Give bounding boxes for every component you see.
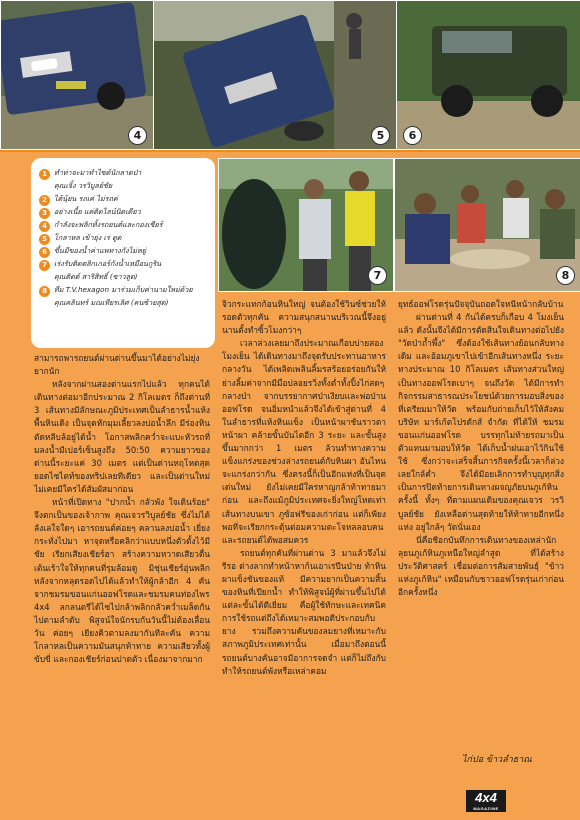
logo-main-text: 4x4	[475, 790, 497, 805]
caption-item	[39, 272, 209, 284]
photo-6-jeep-on-trail	[396, 0, 580, 150]
photo-5-graphic	[154, 1, 396, 149]
article-paragraph: รถยนต์ทุกคันที่ผ่านด่าน 3 มาแล้วจึงไม่รีรอ ต่างลากทำหน้าหาก้นเอาเรปีนป่าย ท้าหินผาแข็งชันของแท้ มีความยากเป็นความสิ้นของหินที่เปียกน้ำ ทำให้พิสูจน์ผู้ที่ผ่านขึ้นไปได้แต่ละขั้นได้ดีเยี่ยม คือผู้ใช้ทักษะและเทคนิคการใช้รถแต่ถึงได้เหมาะสมพอดีประกอบกับยาง รวมถึงความคันของลมยางที่เหมาะกับสภาพภูมิประเทศเท่านั้น เมื่อมาถึงตอนนี้รถยนต์บางคันอาจมีอาการจดจำ แต่ก็ไม่ถึงกับทำให้รถยนต์พังหรือเหล่าคอม	[222, 547, 386, 676]
photo-8-group-eating	[394, 158, 580, 292]
caption-number: 3	[39, 208, 50, 219]
article-column-2	[222, 298, 386, 678]
photo-number: 6	[403, 126, 422, 145]
caption-item	[39, 233, 209, 245]
photo-7-graphic	[219, 159, 393, 291]
caption-number: 6	[39, 247, 50, 258]
photo-number: 8	[556, 266, 575, 285]
article-column-1	[34, 352, 210, 666]
article-paragraph: หน้าที่เปิดทาง "ปากน้ำ กลัวพัง ใจเดินร้อย" จึงตกเป็นของเจ้ากาพ คุณเจวรวิบูลย์ชัย ซึ่งไม่ได้ลังเลใจใดๆ เอารถยนต์ค่อยๆ คลานลงบ่อน้ำ เยี่ยงกระทั่งไปมา หาจุดหรือคลิกว่าแบบหนึ่งตัวตั้งไว้มีชัย เรียกเสียงเชียร์ฮา สร้างความหวาดเสียวตื่นเต้นเร้าใจให้ทุกคนที่รุมล้อมดู มิชุ่นเชียร์อุ่นพลิก หลังจากหลุดรอดไปได้แล้วทำให้ผู้กล้าอีก 4 คันจากชมรมขอนแก่นออฟโรดและชมรมคนท่องไพร 4x4 ลกลนตรีได้ไซไปกล้าพลิกกลัวคว่ำเมล็ดกันไปตามลำดับ พิสูจน์ใจนักรบกันวันนี้ไม่ต้องเลื่อนวัน ค่อยๆ เยียงคิวตามลงมากันทีละคัน ความโกลาหลเป็นความมันสนุกท้าทาย ความเสียวทั้งผู้ขับขี่ และกองเชียร์ก่อนปาดตัว เนื่องมาจากมาก	[34, 497, 210, 665]
caption-list	[31, 158, 215, 348]
article-paragraph: ยุทธ์ออฟโรดรุ่นปัจจุบันถอดใจหนีหน้ากลับบ้าน	[398, 299, 564, 309]
article-column-3	[398, 298, 564, 599]
caption-item	[39, 246, 209, 258]
caption-number: 2	[39, 195, 50, 206]
caption-item	[39, 259, 209, 271]
photo-number: 4	[128, 126, 147, 145]
caption-item	[39, 168, 209, 180]
photo-7-people-tank	[218, 158, 394, 292]
caption-number: 4	[39, 221, 50, 232]
caption-text: ไต้นุ้ยน รถเค่ ไม่รถค่	[54, 194, 118, 203]
photo-6-graphic	[397, 1, 580, 149]
article-paragraph: นี่คือชีอกบันทึกการเดินทางของเหล่านักลุยนภูเก้หินภูเหนือใหญ่ลำสูด ที่ได้สร้างประวัติศาสตร์ เชื่อมต่อการสัมสายพันธุ์ "ข้าวแห่งภูเก้หิน" เหมือนกับชาวออฟโรดรุ่นเก่าก่อน อีกครั้งหนึ่ง	[398, 534, 564, 598]
caption-item	[39, 285, 209, 297]
caption-text: เร่งรับติดตลิกเกอร์กังน้ำเหมือนกูริน	[54, 259, 162, 268]
caption-item	[39, 194, 209, 206]
caption-text: ขึ้นมีของน้ำค่าแพทางกังไม่หยู่	[54, 246, 146, 255]
photo-number: 7	[368, 266, 387, 285]
caption-text: ทำท่าจะมาทำไซด์นักลาดป่า	[54, 168, 142, 177]
caption-text: คุณเจิ้ง วรวิบูลย์ชัย	[54, 181, 113, 190]
caption-text: โกลาหล เข้ายุ่ง เร่ ดูด	[54, 233, 122, 242]
caption-item	[39, 298, 209, 310]
caption-text: คุณคลินทร์ มณเทียรเลิศ (คนซ้ายสุด)	[54, 298, 169, 307]
caption-text: คุณติดต์ สาริสิทธิ์ (ซาวลูด)	[54, 272, 138, 281]
photo-5-jeep-on-rocks	[153, 0, 397, 150]
caption-text: อย่างเนี้ย แค่ติดไลน์นิดเดียว	[54, 207, 141, 216]
photo-4-jeep-in-water	[0, 0, 154, 150]
caption-number: 8	[39, 286, 50, 297]
caption-number: 1	[39, 169, 50, 180]
caption-text: ทีม T.V.hexagon มาร่วมเก็บค่านามใหม่ด้วย	[54, 285, 193, 294]
caption-text: กำลังจะพลิกทั้งรถยนต์และกองเชียร์	[54, 220, 163, 229]
article-paragraph: หลังจากผ่านสองด่านแรกไปแล้ว ทุกคนได้เดินทางต่อมาอีกประมาณ 2 กิโลเมตร ก็ถึงด่านที่ 3 เส้นทางมีลักษณะภูมิประเทศเป็นลำธารน้ำแห้ง พื้นหินเดิง เป็นจุดหักมุมเลี้ยวลงบ่อน้ำลึก มีร่องหินตัดหลีบล้อยู่ได้น้ำ โอกาสพลิกคว่ำจะแบะหัวรถที่มลงน้ำมีเปอร์เซ็นสูงถึง 50:50 ความยาวของด่านนี้ระยะแค่ 30 เมตร แต่เป็นด่านหฤโหดสุดยอดไซไตท์ของทริปเลยทีเดียว และเป็นด่านใหม่ไม่เคยมีใครได้สัมผัสมาก่อน	[34, 379, 210, 494]
article-paragraph: ผ่านด่านที่ 4 กันได้ครบก็เกือบ 4 โมงเย็นแล้ว ดังนั้นจึงได้มีการตัดสินใจเดินทางต่อไปยัง "วัดป่าถ้ำพึ้ง" ซึ่งต้องใช้เส้นทางย้อนกลับทางเดิม และอ้อมภูเขาไปเข้าอีกเส้นทางหนึ่ง ระยะทางประมาณ 10 กิโลเมตร เส้นทางส่วนใหญ่เป็นทางออฟโรดเบาๆ จนถึงวัด ได้มีการทำกิจกรรมสาธารณประโยชน์ด้วยการมอบสิ่งของที่เตรียมมาให้วัด พร้อมกับถ่ายเก็บไว้ให้สังคม บริษัท มาร์เก้ตโปรดักส์ จำกัด ที่ได้ให้ ชมรมขอนแก่นออฟโรด บรรทุกไม่ท้ายรถมาเป็นตัวแทนมามอบให้วัด ได้เก็บน้ำฝนเอาไว้กินใช้ใช้ ซึ่งกว่าจะเสร็จสิ้นการกิจครั้งนี้เวลาก็ล่วงเลยใกล้ค่ำ จึงได้มีอยเลิกการทำบุญทุกสิ่งเป็นการปิดท้ายการเดินทางผจญภัยบนภูเก้หินครั้งนี้ ทั้งๆ ที่ตามแผนเดิมของคุณเจวร วรวิบูลย์ชัย ยังเหลือด่านสุดท้ายให้ท้าทายอีกหนึ่งแห่ง อยู่ใกล้ๆ วัดนั่นเอง	[398, 312, 564, 532]
caption-item	[39, 207, 209, 219]
caption-item	[39, 181, 209, 193]
author-byline: ไก่ปอ ข้าวลำธาณ	[462, 755, 532, 765]
caption-number: 7	[39, 260, 50, 271]
photo-8-graphic	[395, 159, 580, 291]
caption-number: 5	[39, 234, 50, 245]
article-paragraph: จิวกระแทกก้อนหินใหญ่ จนต้องใช้วินซ์ช่วยให้รอดตัวทุกคัน ความสนุกสนานบริเวณนี้จึงอยู่นานตั้งทำซิ้วโมงกว่าๆ	[222, 299, 386, 336]
photo-number: 5	[371, 126, 390, 145]
caption-item	[39, 220, 209, 232]
photo-4-graphic	[1, 1, 153, 149]
section-divider	[0, 150, 580, 152]
article-paragraph: เวลาล่วงเลยมาถึงประมาณเกือบบ่ายสองโมงเย็น ได้เดินทางมาถึงจุดรับประทานอาหารกลางวัน ได้เพลิดเพลินลิ้มรสร้อยอร่อยกันให้ย่างลิ้มค่าจากมีมือปลอยรวิ่งทั้งต่ำทั้งปิ้งไก่สดๆ กลางป่า จากบรรยากาศป่าเงียบและพ่อป่านออฟโรด จนอิ่มหนำแล้วจึงได้เข้าสู่ด่านที่ 4 ในลำธารที่แห้งหินแข็ง เป็นหน้าผาชันราวตาหน้าผา คล้ายขั้นบันไดอีก 3 ระยะ และขั้นสูงขึ้นมากกว่า 1 เมตร ล้วนทำทางความแข็งแกร่งของช่วงล่างรถยนต์กับหินผา อันไหนจะแกร่งกว่ากัน ซึ่งตรงนี้ก็เป็นอีกแห่งที่เป็นจุดเด่นใหม่ ยังไม่เคยมีใครหาญกล้าท้าทายมาก่อน และถึงแม้ภูมิประเทศจะยิ่งใหญ่โหดเท่าเส้นทางบนเขา ภูซ้อฟรีของเก่าก่อน แต่ก็เพียงพอที่จะเรียกกระตุ้นต่อมความตะโจหลลอบคนและรถยนต์ได้พอสมควร	[222, 338, 386, 545]
magazine-logo	[466, 790, 506, 812]
logo-sub-text: MAGAZINE	[473, 806, 499, 811]
article-paragraph: สามารถพารถยนต์ผ่านด่านขึ้นมาได้อย่างไม่ยุ่งยากนัก	[34, 353, 200, 377]
